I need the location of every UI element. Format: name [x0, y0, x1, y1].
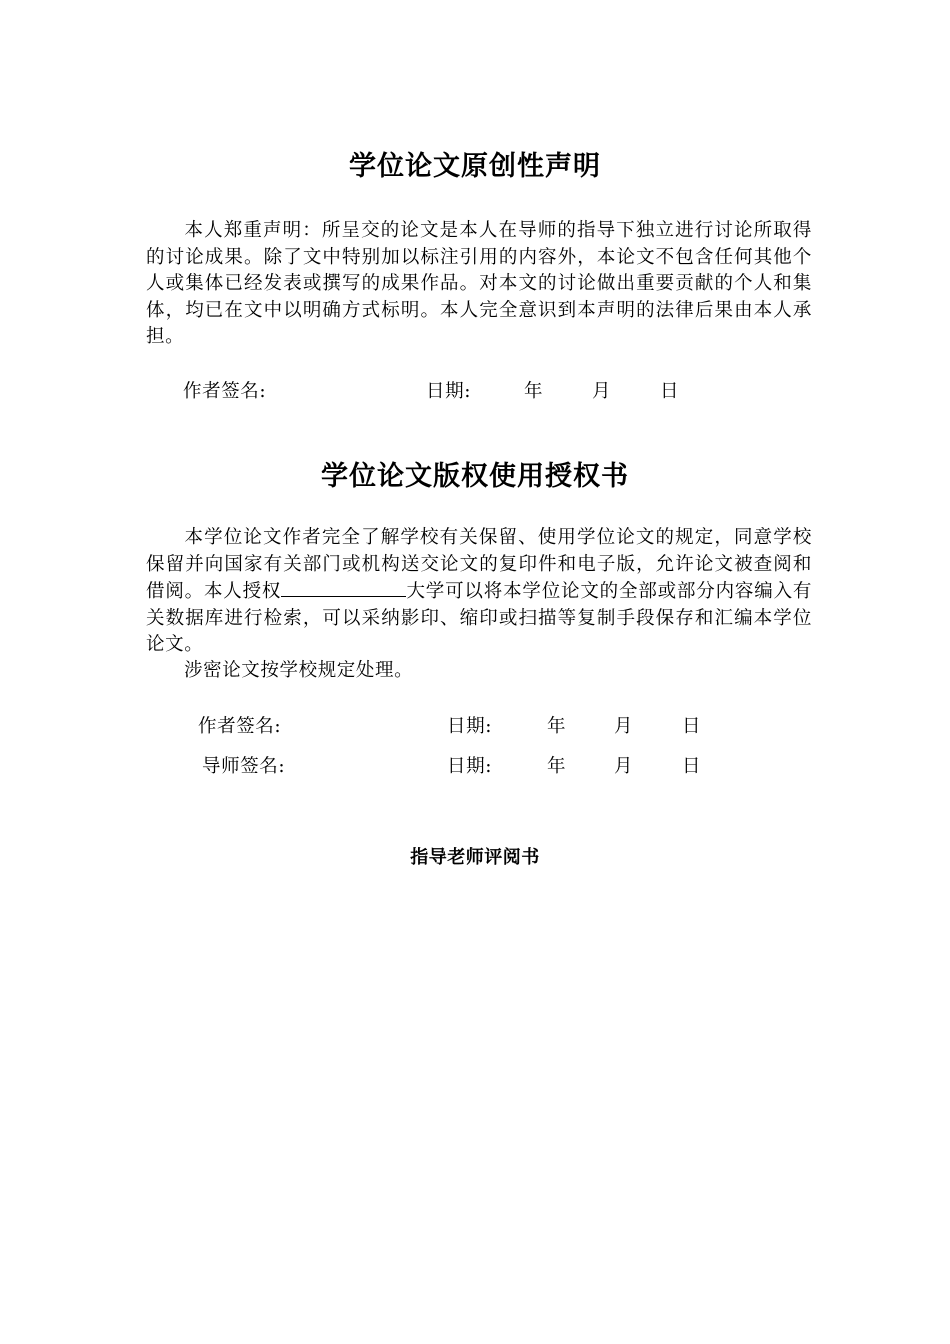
day-label: 日: [682, 716, 702, 737]
university-name-blank: [281, 578, 406, 597]
authorization-title: 学位论文版权使用授权书: [321, 461, 629, 492]
authorization-body: [146, 525, 812, 659]
declaration-body: [146, 218, 812, 351]
date-label: 日期:: [426, 381, 472, 402]
date-label: 日期:: [447, 756, 493, 777]
authorization-body-part1: 本学位论文作者完全了解学校有关保留、使用学位论文的规定，同意学校保留并向国家有关部门或机构送交论文的复印件和电子版，允许论文被查阅和借阅。本人授权: [146, 527, 812, 602]
date-label: 日期:: [447, 716, 493, 737]
day-label: 日: [660, 381, 680, 402]
secret-note-text: 涉密论文按学校规定处理。: [184, 660, 414, 681]
month-label: 月: [614, 756, 634, 777]
month-label: 月: [592, 381, 612, 402]
advisor-signature-label: 导师签名:: [202, 756, 286, 777]
declaration-title: 学位论文原创性声明: [349, 151, 601, 182]
author-signature-label: 作者签名:: [198, 716, 282, 737]
secret-note: [146, 658, 812, 685]
authorization-body-part2: 大学可以将本学位论文的全部或部分内容编入有关数据库进行检索，可以采纳影印、缩印或扫描等复制手段保存和汇编本学位论文。: [146, 581, 812, 655]
month-label: 月: [614, 716, 634, 737]
author-signature-label: 作者签名:: [183, 381, 267, 402]
year-label: 年: [547, 716, 567, 737]
review-title: 指导老师评阅书: [410, 847, 540, 868]
day-label: 日: [682, 756, 702, 777]
year-label: 年: [524, 381, 544, 402]
year-label: 年: [547, 756, 567, 777]
declaration-body-text: 本人郑重声明：所呈交的论文是本人在导师的指导下独立进行讨论所取得的讨论成果。除了文中特别加以标注引用的内容外，本论文不包含任何其他个人或集体已经发表或撰写的成果作品。对本文的讨论做出重要贡献的个人和集体，均已在文中以明确方式标明。本人完全意识到本声明的法律后果由本人承担。: [146, 220, 812, 347]
